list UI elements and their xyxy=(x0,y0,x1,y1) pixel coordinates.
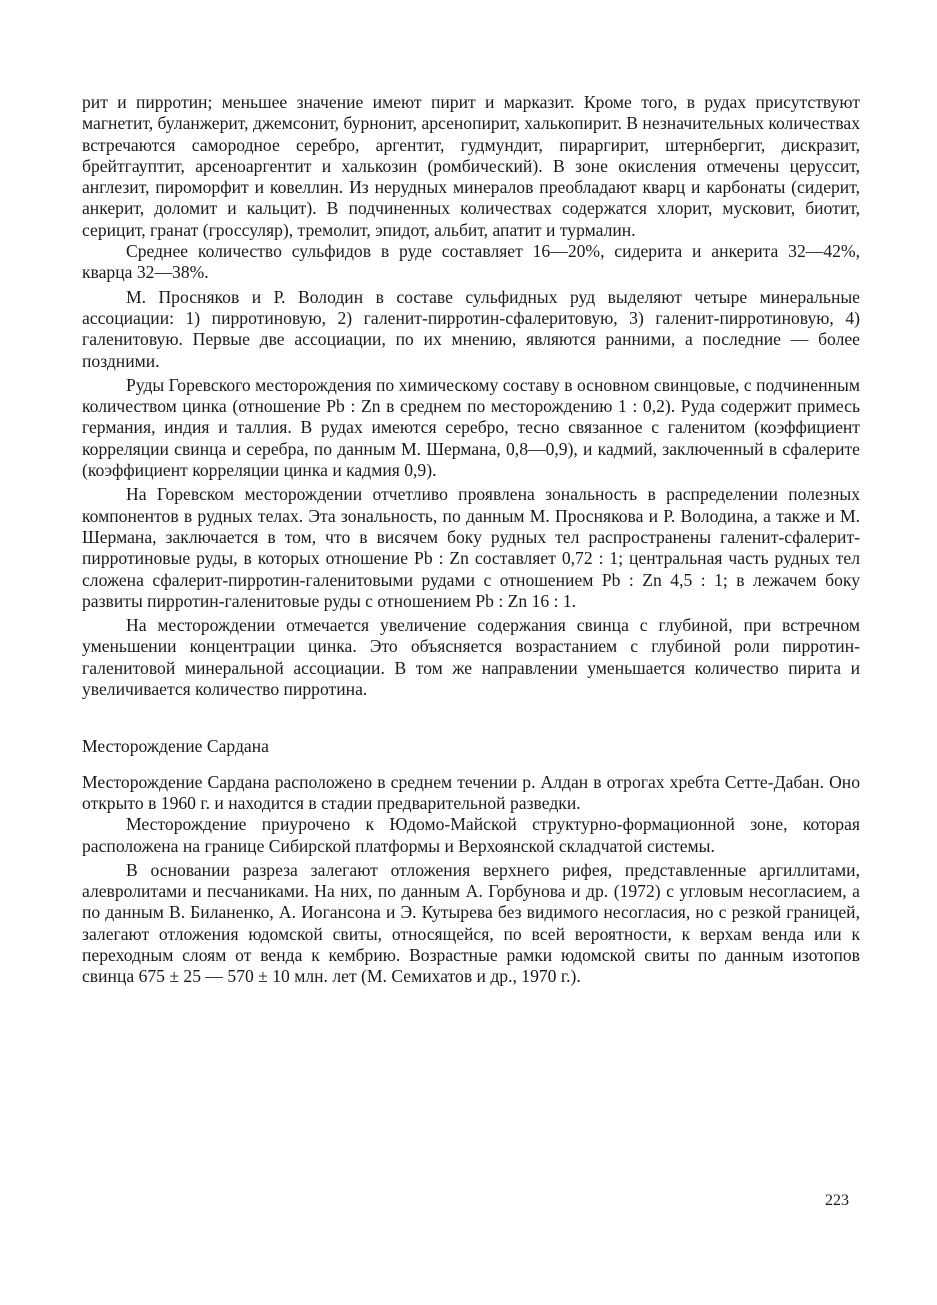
paragraph-sardana-section: В основании разреза залегают отложения верхнего рифея, представленные аргиллитами, алевролитами и песчаниками. На них, по данным А. Горбунова и др. (1972) с угловым несогласием, а по данным В. Биланенко, А. Иогансона и Э. Кутырева без видимого несогласия, но с резкой границей, залегают отложения юдомской свиты, относящейся, по всей вероятности, к верхам венда или к переходным слоям от венда к кембрию. Возрастные рамки юдомской свиты по данным изотопов свинца 675 ± 25 — 570 ± 10 млн. лет (М. Семихатов и др., 1970 г.). xyxy=(82,859,860,987)
paragraph-depth-trend: На месторождении отмечается увеличение содержания свинца с глубиной, при встречном уменьшении концентрации цинка. Это объясняется возрастанием с глубиной роли пирротин-галенитовой минеральной ассоциации. В том же направлении уменьшается количество пирита и увеличивается количество пирротина. xyxy=(82,615,860,700)
page-body xyxy=(82,92,860,988)
paragraph-sulfide-content: Среднее количество сульфидов в руде составляет 16—20%, сидерита и анкерита 32—42%, кварца 32—38%. xyxy=(82,241,860,283)
page-number: 223 xyxy=(825,1192,849,1209)
paragraph-zonality: На Горевском месторождении отчетливо проявлена зональность в распределении полезных компонентов в рудных телах. Эта зональность, по данным М. Проснякова и Р. Володина, а также и М. Шермана, заключается в том, что в висячем боку рудных тел распространены галенит-сфалерит-пирротиновые руды, в которых отношение Pb : Zn составляет 0,72 : 1; центральная часть рудных тел сложена сфалерит-пирротин-галенитовыми рудами с отношением Pb : Zn 4,5 : 1; в лежачем боку развиты пирротин-галенитовые руды с отношением Pb : Zn 16 : 1. xyxy=(82,484,860,611)
paragraph-mineral-associations: М. Просняков и Р. Володин в составе сульфидных руд выделяют четыре минеральные ассоциации: 1) пирротиновую, 2) галенит-пирротин-сфалеритовую, 3) галенит-пирротиновую, 4) галенитовую. Первые две ассоциации, по их мнению, являются ранними, а последние — более поздними. xyxy=(82,286,860,371)
paragraph-chemical-composition: Руды Горевского месторождения по химическому составу в основном свинцовые, с подчиненным количеством цинка (отношение Pb : Zn в среднем по месторождению 1 : 0,2). Руда содержит примесь германия, индия и таллия. В рудах имеются серебро, тесно связанное с галенитом (коэффициент корреляции свинца и серебра, по данным М. Шермана, 0,8—0,9), и кадмий, заключенный в сфалерите (коэффициент корреляции цинка и кадмия 0,9). xyxy=(82,374,860,481)
paragraph-sardana-location: Месторождение Сардана расположено в среднем течении р. Алдан в отрогах хребта Сетте-Дабан. Оно открыто в 1960 г. и находится в стадии предварительной разведки. xyxy=(82,771,860,813)
paragraph-minerals: рит и пирротин; меньшее значение имеют пирит и марказит. Кроме того, в рудах присутствуют магнетит, буланжерит, джемсонит, бурнонит, арсенопирит, халькопирит. В незначительных количествах встречаются самородное серебро, аргентит, гудмундит, пираргирит, штернбергит, дискразит, брейтгауптит, арсеноаргентит и халькозин (ромбический). В зоне окисления отмечены церуссит, англезит, пироморфит и ковеллин. Из нерудных минералов преобладают кварц и карбонаты (сидерит, анкерит, доломит и кальцит). В подчиненных количествах содержатся хлорит, мусковит, биотит, серицит, гранат (гроссуляр), тремолит, эпидот, альбит, апатит и турмалин. xyxy=(82,92,861,240)
paragraph-sardana-structure: Месторождение приурочено к Юдомо-Майской структурно-формационной зоне, которая расположена на границе Сибирской платформы и Верхоянской складчатой системы. xyxy=(82,814,860,856)
section-heading: Месторождение Сардана xyxy=(82,736,269,757)
